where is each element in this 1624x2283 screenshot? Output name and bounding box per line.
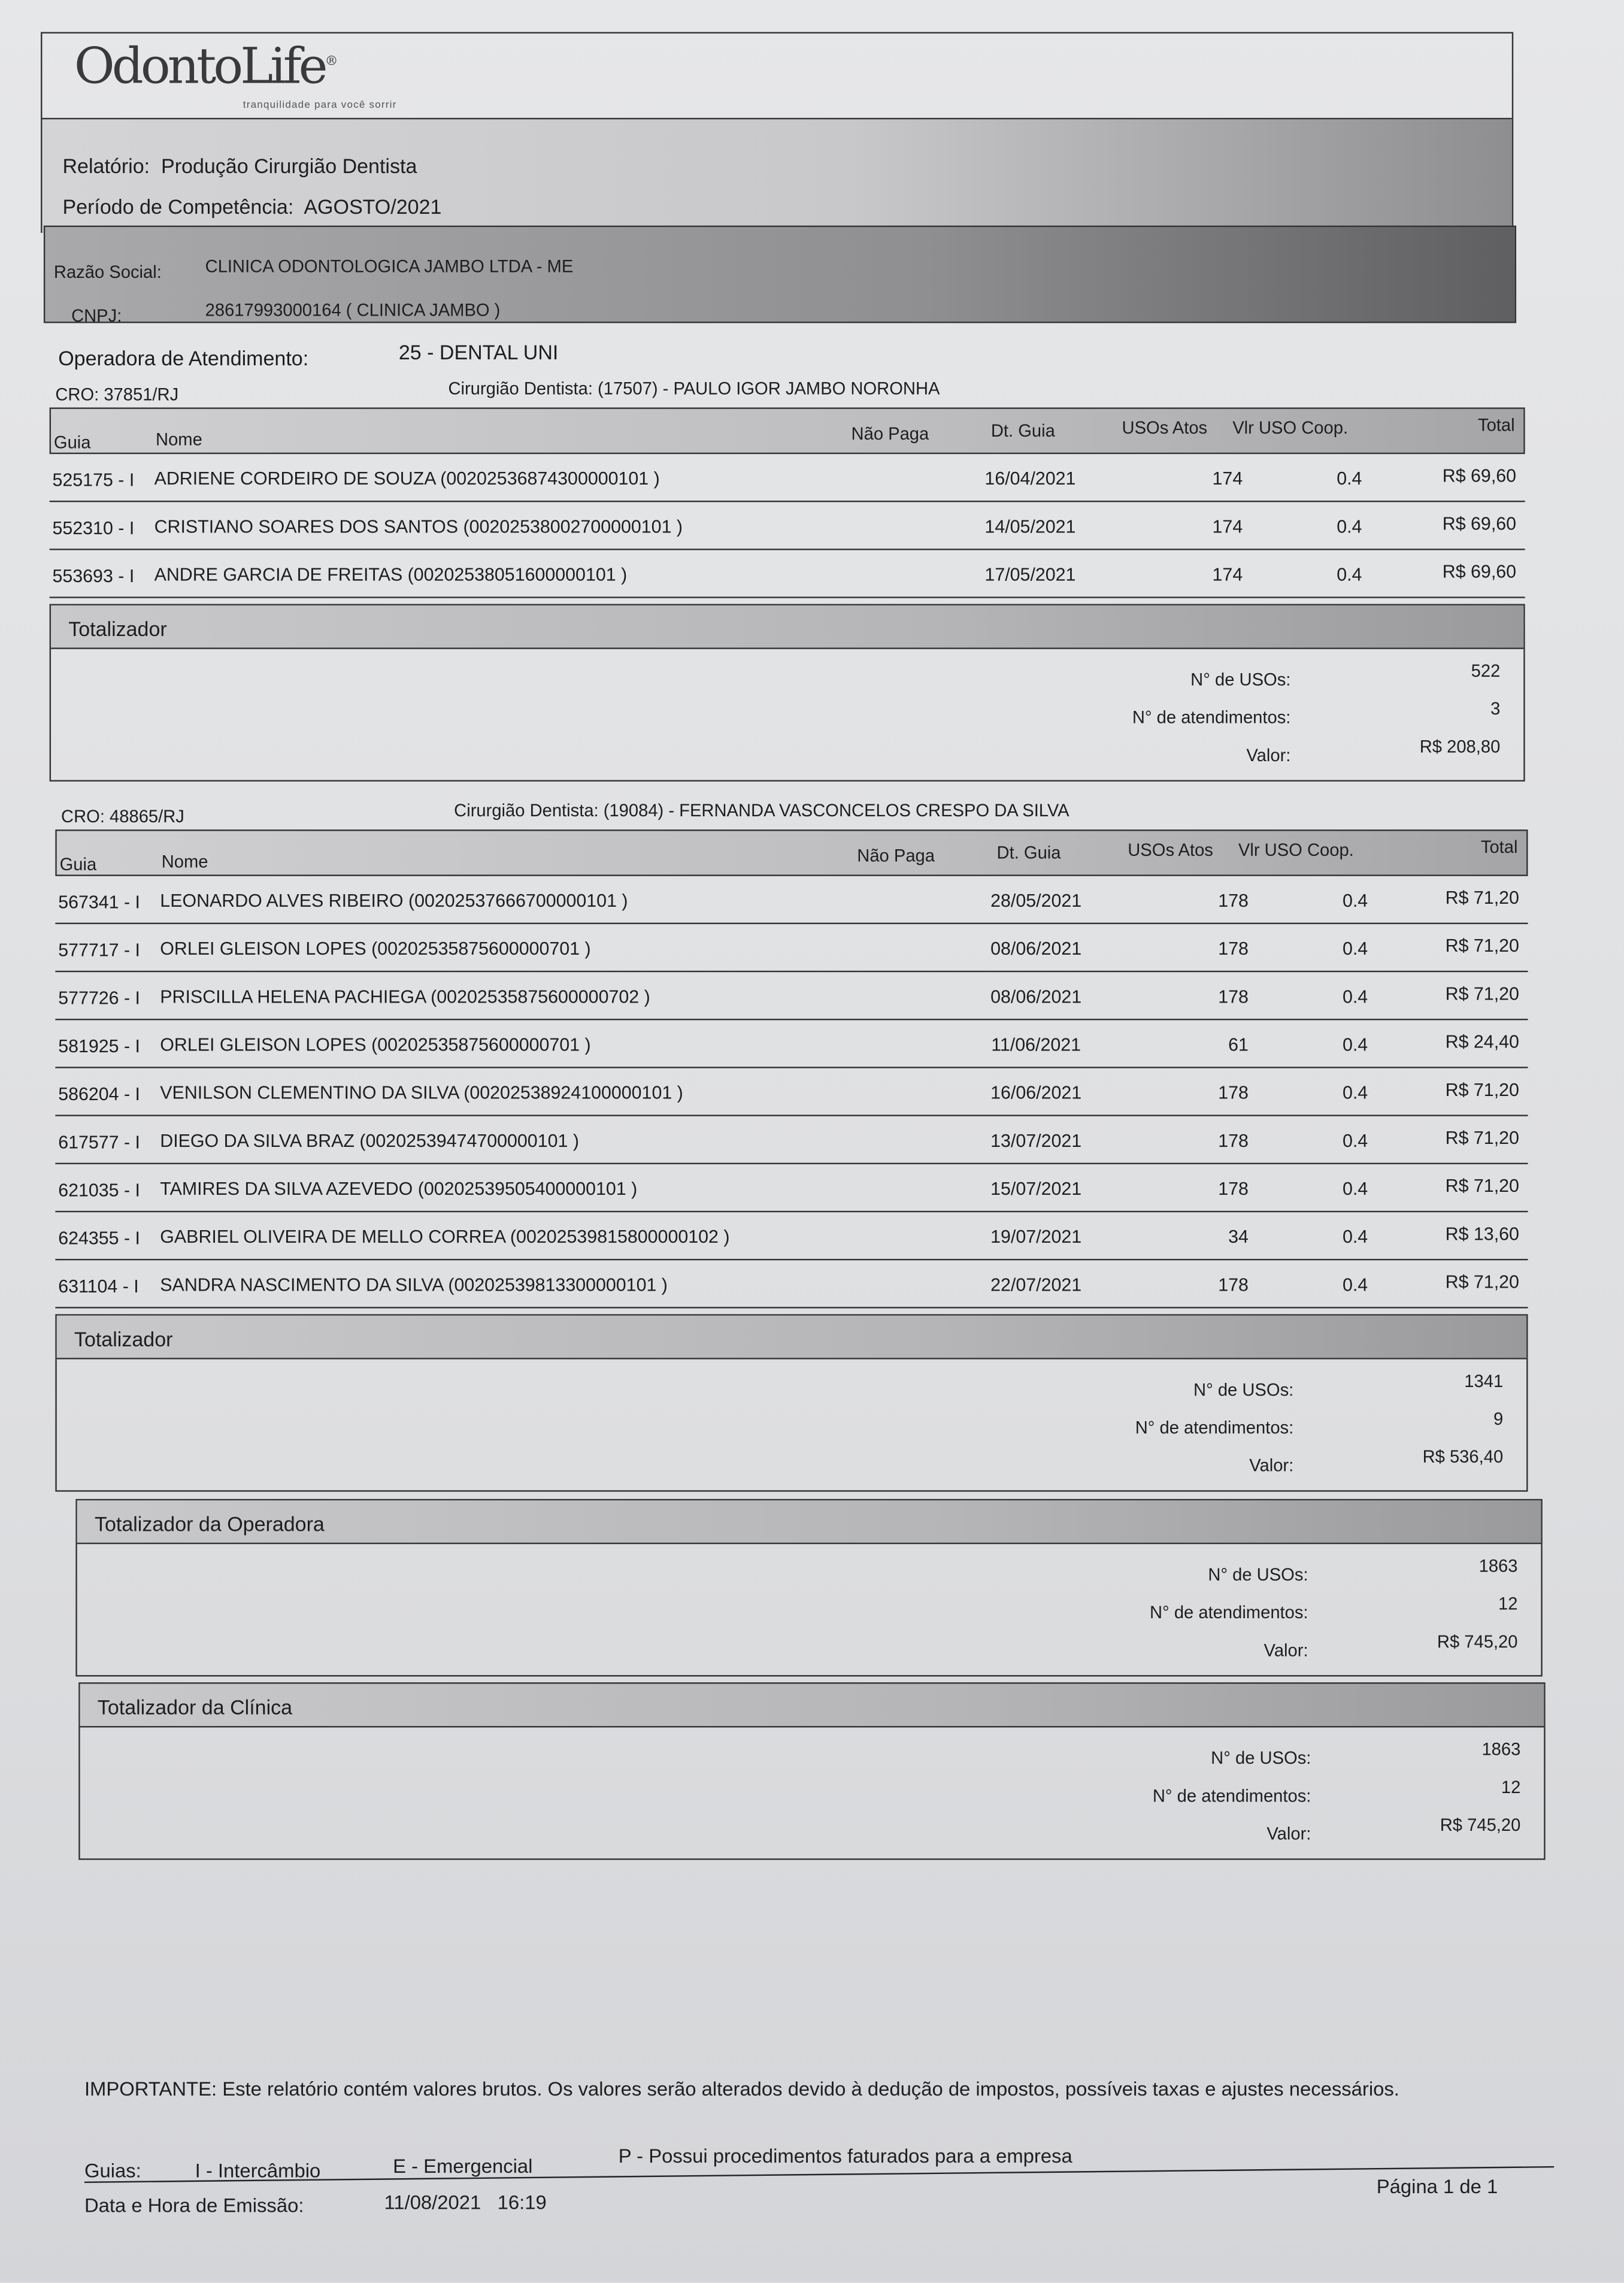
usos-label: N° de USOs: xyxy=(1193,1379,1294,1400)
usos-value: 1341 xyxy=(1464,1371,1504,1392)
report-header xyxy=(41,32,1513,232)
total: R$ 13,60 xyxy=(1445,1224,1519,1245)
legend-intercambio: I - Intercâmbio xyxy=(195,2160,321,2182)
cro: CRO: 48865/RJ xyxy=(61,806,184,827)
nome: GABRIEL OLIVEIRA DE MELLO CORREA (00202539815800000102 ) xyxy=(160,1227,730,1248)
usos-label: N° de USOs: xyxy=(1211,1748,1311,1769)
guias-label: Guias: xyxy=(84,2160,141,2182)
usos: 178 xyxy=(1218,986,1249,1007)
table-header xyxy=(50,407,1525,454)
atendimentos-label: N° de atendimentos: xyxy=(1152,1785,1311,1806)
nome: ANDRE GARCIA DE FREITAS (00202538051600000101 ) xyxy=(154,564,628,585)
guia: 624355 - I xyxy=(58,1228,141,1249)
cnpj: 28617993000164 ( CLINICA JAMBO ) xyxy=(205,299,501,320)
usos: 178 xyxy=(1218,1274,1249,1295)
total: R$ 71,20 xyxy=(1445,1271,1519,1292)
nome: PRISCILLA HELENA PACHIEGA (00202535875600000702 ) xyxy=(160,986,650,1007)
usos-label: N° de USOs: xyxy=(1208,1564,1308,1585)
legend-possui: P - Possui procedimentos faturados para a empresa xyxy=(618,2145,1072,2167)
guia: 631104 - I xyxy=(58,1276,139,1297)
table-row xyxy=(55,1116,1528,1164)
usos: 178 xyxy=(1218,891,1249,912)
nome: ORLEI GLEISON LOPES (00202535875600000701 ) xyxy=(160,938,591,959)
dt-guia: 08/06/2021 xyxy=(990,986,1082,1007)
table-row xyxy=(55,1068,1528,1116)
total: R$ 71,20 xyxy=(1445,983,1519,1004)
dt-guia: 19/07/2021 xyxy=(990,1227,1082,1248)
atendimentos-label: N° de atendimentos: xyxy=(1150,1602,1308,1623)
usos: 61 xyxy=(1228,1034,1249,1055)
usos: 178 xyxy=(1218,1179,1249,1200)
valor-label: Valor: xyxy=(1249,1455,1294,1476)
table-row xyxy=(50,550,1525,598)
table-row xyxy=(55,1260,1528,1308)
vlr-uso: 0.4 xyxy=(1337,564,1362,585)
totalizer-box xyxy=(50,604,1525,781)
atendimentos-value: 3 xyxy=(1490,698,1501,719)
table-row xyxy=(55,1212,1528,1260)
totalizer-box xyxy=(78,1682,1545,1860)
col-vlr: Vlr USO Coop. xyxy=(1238,840,1354,861)
nome: SANDRA NASCIMENTO DA SILVA (00202539813300000101 ) xyxy=(160,1274,668,1295)
valor-label: Valor: xyxy=(1267,1823,1311,1844)
emission-label: Data e Hora de Emissão: xyxy=(84,2194,304,2217)
razao-label: Razão Social: xyxy=(53,262,162,283)
usos: 174 xyxy=(1212,468,1243,489)
atendimentos-value: 12 xyxy=(1501,1777,1521,1798)
guia: 577726 - I xyxy=(58,988,141,1009)
dt-guia: 16/06/2021 xyxy=(990,1082,1082,1103)
nome: CRISTIANO SOARES DOS SANTOS (00202538002700000101 ) xyxy=(154,516,683,537)
col-dt-guia: Dt. Guia xyxy=(990,420,1055,441)
emission-datetime: 11/08/2021 16:19 xyxy=(384,2191,547,2214)
nome: DIEGO DA SILVA BRAZ (00202539474700000101 ) xyxy=(160,1131,579,1152)
atendimentos-value: 12 xyxy=(1498,1593,1518,1614)
dt-guia: 17/05/2021 xyxy=(984,564,1076,585)
cnpj-label: CNPJ: xyxy=(71,305,122,326)
total: R$ 24,40 xyxy=(1445,1031,1519,1052)
vlr-uso: 0.4 xyxy=(1337,516,1362,537)
col-guia: Guia xyxy=(53,432,91,453)
valor-value: R$ 536,40 xyxy=(1422,1446,1504,1467)
dt-guia: 15/07/2021 xyxy=(990,1179,1082,1200)
guia: 552310 - I xyxy=(52,518,135,539)
vlr-uso: 0.4 xyxy=(1342,1274,1368,1295)
table-row xyxy=(55,876,1528,924)
totalizer-title: Totalizador da Operadora xyxy=(77,1500,1541,1544)
total: R$ 69,60 xyxy=(1442,513,1517,534)
vlr-uso: 0.4 xyxy=(1342,1034,1368,1055)
guia: 553693 - I xyxy=(52,566,135,587)
dt-guia: 13/07/2021 xyxy=(990,1131,1082,1152)
report-type: Relatório: Produção Cirurgião Dentista xyxy=(62,154,417,178)
col-usos: USOs Atos xyxy=(1122,417,1208,438)
total: R$ 71,20 xyxy=(1445,1080,1519,1101)
dentist-line xyxy=(55,800,1528,829)
logo-tagline: tranquilidade para você sorrir xyxy=(243,100,397,111)
odontolife-logo: OdontoLife® xyxy=(74,38,335,96)
atendimentos-value: 9 xyxy=(1493,1409,1504,1430)
clinic-info xyxy=(44,226,1516,326)
dt-guia: 28/05/2021 xyxy=(990,891,1082,912)
dt-guia: 08/06/2021 xyxy=(990,938,1082,959)
valor-value: R$ 745,20 xyxy=(1437,1631,1518,1652)
vlr-uso: 0.4 xyxy=(1342,1227,1368,1248)
legend-emergencial: E - Emergencial xyxy=(393,2155,533,2178)
table-row xyxy=(55,1020,1528,1068)
col-nome: Nome xyxy=(156,429,202,450)
usos: 34 xyxy=(1228,1227,1249,1248)
vlr-uso: 0.4 xyxy=(1342,1131,1368,1152)
operadora-label: Operadora de Atendimento: xyxy=(58,346,309,370)
atendimentos-label: N° de atendimentos: xyxy=(1132,707,1291,728)
guia: 586204 - I xyxy=(58,1084,141,1105)
vlr-uso: 0.4 xyxy=(1342,1082,1368,1103)
totalizer-title: Totalizador da Clínica xyxy=(80,1684,1544,1728)
col-vlr: Vlr USO Coop. xyxy=(1232,417,1349,438)
table-row xyxy=(55,972,1528,1020)
col-nao-paga: Não Paga xyxy=(857,845,935,866)
usos: 174 xyxy=(1212,516,1243,537)
guia: 617577 - I xyxy=(58,1132,141,1153)
col-nao-paga: Não Paga xyxy=(851,423,929,444)
table-header xyxy=(55,829,1528,876)
page-number: Página 1 de 1 xyxy=(1376,2175,1498,2198)
dentist-line xyxy=(50,378,1525,408)
vlr-uso: 0.4 xyxy=(1342,891,1368,912)
competence-period: Período de Competência: AGOSTO/2021 xyxy=(62,195,442,219)
operadora-value: 25 - DENTAL UNI xyxy=(398,340,559,364)
guia: 577717 - I xyxy=(58,940,141,961)
nome: ADRIENE CORDEIRO DE SOUZA (00202536874300000101 ) xyxy=(154,468,660,489)
dt-guia: 11/06/2021 xyxy=(991,1034,1081,1055)
total: R$ 71,20 xyxy=(1445,1128,1519,1149)
dt-guia: 14/05/2021 xyxy=(984,516,1076,537)
table-row xyxy=(50,502,1525,550)
table-row xyxy=(50,454,1525,502)
usos-label: N° de USOs: xyxy=(1190,669,1291,690)
vlr-uso: 0.4 xyxy=(1342,938,1368,959)
usos: 178 xyxy=(1218,938,1249,959)
total: R$ 71,20 xyxy=(1445,888,1519,909)
col-guia: Guia xyxy=(59,854,97,875)
vlr-uso: 0.4 xyxy=(1337,468,1362,489)
atendimentos-label: N° de atendimentos: xyxy=(1135,1417,1294,1438)
total: R$ 69,60 xyxy=(1442,561,1517,582)
dentist-name: Cirurgião Dentista: (19084) - FERNANDA VASCONCELOS CRESPO DA SILVA xyxy=(454,800,1069,821)
vlr-uso: 0.4 xyxy=(1342,1179,1368,1200)
table-row xyxy=(55,924,1528,972)
guia: 621035 - I xyxy=(58,1180,141,1201)
table-row xyxy=(55,1164,1528,1212)
total: R$ 71,20 xyxy=(1445,935,1519,956)
nome: ORLEI GLEISON LOPES (00202535875600000701 ) xyxy=(160,1034,591,1055)
guia: 581925 - I xyxy=(58,1036,141,1057)
total: R$ 69,60 xyxy=(1442,465,1517,486)
guia: 525175 - I xyxy=(52,470,135,490)
usos-value: 1863 xyxy=(1481,1739,1521,1760)
cro: CRO: 37851/RJ xyxy=(55,384,179,405)
totalizer-title: Totalizador xyxy=(57,1316,1526,1359)
razao-social: CLINICA ODONTOLOGICA JAMBO LTDA - ME xyxy=(205,256,574,277)
valor-label: Valor: xyxy=(1264,1640,1308,1661)
vlr-uso: 0.4 xyxy=(1342,986,1368,1007)
col-usos: USOs Atos xyxy=(1128,840,1213,861)
usos-value: 522 xyxy=(1471,661,1501,682)
usos: 178 xyxy=(1218,1082,1249,1103)
dt-guia: 16/04/2021 xyxy=(984,468,1076,489)
totalizer-title: Totalizador xyxy=(51,605,1523,649)
dentist-name: Cirurgião Dentista: (17507) - PAULO IGOR JAMBO NORONHA xyxy=(448,378,940,399)
usos: 178 xyxy=(1218,1131,1249,1152)
totalizer-box xyxy=(55,1314,1528,1491)
usos: 174 xyxy=(1212,564,1243,585)
nome: LEONARDO ALVES RIBEIRO (00202537666700000101 ) xyxy=(160,891,628,912)
report-info-band xyxy=(42,118,1511,233)
col-total: Total xyxy=(1478,414,1515,435)
valor-label: Valor: xyxy=(1246,745,1291,766)
total: R$ 71,20 xyxy=(1445,1176,1519,1197)
nome: TAMIRES DA SILVA AZEVEDO (00202539505400000101 ) xyxy=(160,1179,638,1200)
totalizer-box xyxy=(75,1499,1542,1676)
col-nome: Nome xyxy=(161,851,208,872)
col-total: Total xyxy=(1480,837,1518,858)
col-dt-guia: Dt. Guia xyxy=(996,842,1061,863)
important-notice: IMPORTANTE: Este relatório contém valores brutos. Os valores serão alterados devido à dedução de impostos, possíveis taxas e ajustes necessários. xyxy=(84,2078,1399,2100)
usos-value: 1863 xyxy=(1478,1555,1518,1576)
valor-value: R$ 745,20 xyxy=(1440,1815,1521,1836)
valor-value: R$ 208,80 xyxy=(1419,736,1501,757)
nome: VENILSON CLEMENTINO DA SILVA (00202538924100000101 ) xyxy=(160,1082,683,1103)
guia: 567341 - I xyxy=(58,892,141,913)
dt-guia: 22/07/2021 xyxy=(990,1274,1082,1295)
